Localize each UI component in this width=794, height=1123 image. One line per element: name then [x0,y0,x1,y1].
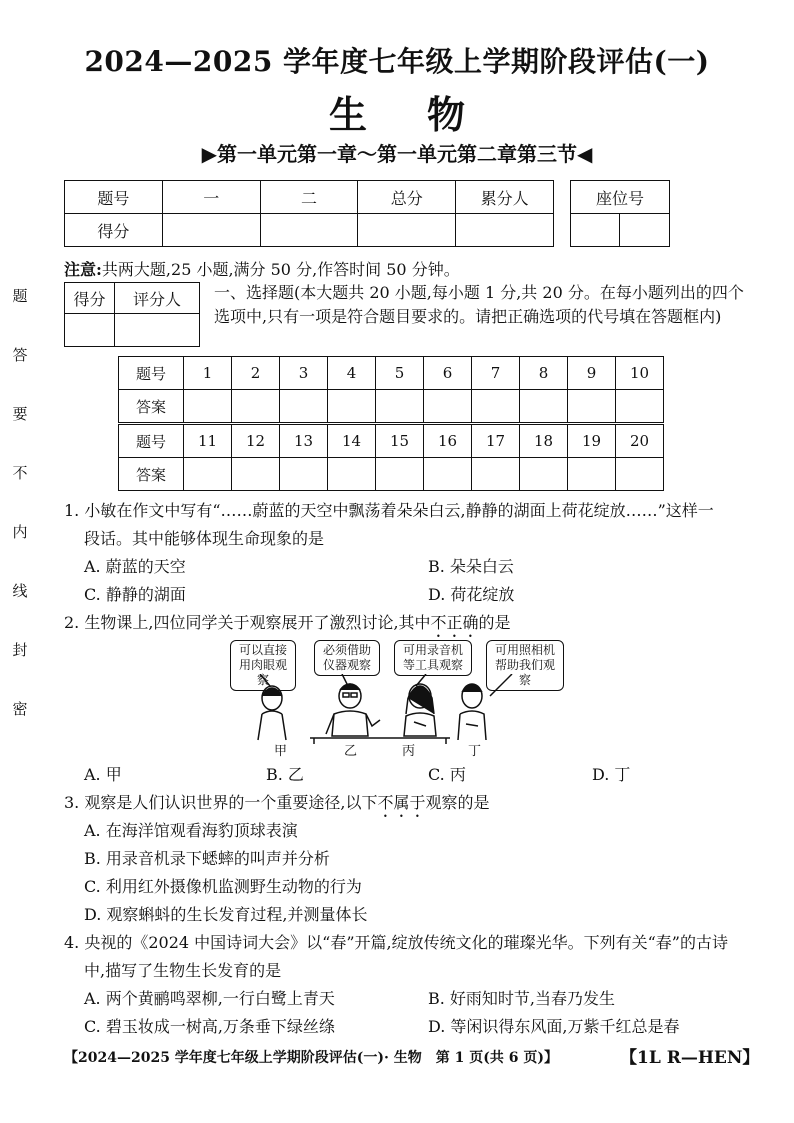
q1-option-b[interactable]: B. 朵朵白云 [428,557,514,576]
question-number: 1 [184,357,232,390]
score-header-cell: 二 [260,181,358,214]
answer-cell[interactable] [232,458,280,491]
score-cell[interactable] [162,214,260,247]
exam-title: 2024—2025 学年度七年级上学期阶段评估(一) [84,45,710,78]
q4-option-d[interactable]: D. 等闲识得东风面,万紫千红总是春 [428,1017,680,1036]
grader-label: 得分 [65,283,115,314]
student-label-jia: 甲 [274,744,288,759]
q3-stem-text: 观察的是 [425,793,490,812]
question-number: 18 [520,424,568,458]
answer-cell[interactable] [520,458,568,491]
question-number: 3 [280,357,328,390]
question-number: 14 [328,424,376,458]
score-table [64,180,554,247]
margin-char: 不 [12,464,28,482]
q3-option-b[interactable]: B. 用录音机录下蟋蟀的叫声并分析 [84,849,330,868]
answer-row-label: 题号 [119,357,184,390]
answer-cell[interactable] [328,390,376,424]
question-number: 16 [424,424,472,458]
margin-char: 题 [12,287,28,305]
question-number: 11 [184,424,232,458]
subject-title: 生物 [328,92,525,137]
students-drawing [230,674,570,744]
question-number: 12 [232,424,280,458]
note-label: 注意: [64,260,102,279]
question-number: 10 [616,357,664,390]
question-number: 9 [568,357,616,390]
q4-option-b[interactable]: B. 好雨知时节,当春乃发生 [428,989,616,1008]
score-header-cell: 总分 [358,181,456,214]
paper-code: 【1L R—HEN】 [620,1048,760,1068]
speech-bubble-bing: 可用录音机等工具观察 [394,640,472,676]
q1-option-d[interactable]: D. 荷花绽放 [428,585,515,604]
seat-label: 座位号 [571,181,670,214]
q3-stem [64,790,489,821]
q1-option-c[interactable]: C. 静静的湖面 [84,585,186,604]
score-row-label: 得分 [65,214,163,247]
q2-illustration [230,640,570,758]
q4-option-a[interactable]: A. 两个黄鹂鸣翠柳,一行白鹭上青天 [84,989,335,1008]
question-number: 20 [616,424,664,458]
student-label-ding: 丁 [468,744,482,759]
answer-cell[interactable] [616,390,664,424]
margin-char: 密 [12,700,28,718]
score-header-cell: 一 [162,181,260,214]
answer-cell[interactable] [184,390,232,424]
q4-option-c[interactable]: C. 碧玉妆成一树高,万条垂下绿丝绦 [84,1017,335,1036]
q2-option-d[interactable]: D. 丁 [592,765,631,784]
answer-cell[interactable] [520,390,568,424]
margin-char: 答 [12,346,28,364]
q3-emphasis: 不属于 [377,793,426,812]
speech-bubble-ding: 可用照相机帮助我们观察 [486,640,564,691]
speech-bubble-jia: 可以直接用肉眼观察 [230,640,296,691]
answer-cell[interactable] [280,458,328,491]
q1-stem-line2: 段话。其中能够体现生命现象的是 [84,529,325,548]
seat-cell[interactable] [571,214,620,247]
seat-cell[interactable] [620,214,670,247]
answer-row-label: 答案 [119,458,184,491]
answer-cell[interactable] [328,458,376,491]
score-cell[interactable] [456,214,554,247]
q2-stem-text: 的是 [478,613,511,632]
score-header-cell: 累分人 [456,181,554,214]
q3-stem-text: 3. 观察是人们认识世界的一个重要途径,以下 [64,793,378,812]
exam-note [64,257,460,280]
q3-option-a[interactable]: A. 在海洋馆观看海豹顶球表演 [84,821,298,840]
speech-bubble-yi: 必须借助仪器观察 [314,640,380,676]
answer-row-label: 题号 [119,424,184,458]
page-footer: 【2024—2025 学年度七年级上学期阶段评估(一)· 生物 第 1 页(共 6 页)】 [64,1050,559,1066]
q3-option-c[interactable]: C. 利用红外摄像机监测野生动物的行为 [84,877,362,896]
score-header-cell: 题号 [65,181,163,214]
q2-option-b[interactable]: B. 乙 [266,765,304,784]
grader-cell[interactable] [115,314,200,347]
question-number: 19 [568,424,616,458]
grader-table [64,282,200,347]
question-number: 4 [328,357,376,390]
question-number: 7 [472,357,520,390]
question-number: 5 [376,357,424,390]
question-number: 8 [520,357,568,390]
q2-stem-text: 2. 生物课上,四位同学关于观察展开了激烈讨论,其中 [64,613,431,632]
margin-char: 封 [12,641,28,659]
answer-cell[interactable] [472,458,520,491]
q3-option-d[interactable]: D. 观察蝌蚪的生长发育过程,并测量体长 [84,905,368,924]
answer-cell[interactable] [280,390,328,424]
unit-range: ▶第一单元第一章～第一单元第二章第三节◀ [201,142,593,166]
margin-char: 要 [12,405,28,423]
q2-emphasis: 不正确 [430,613,479,632]
q4-stem-line2: 中,描写了生物生长发育的是 [84,961,282,980]
question-number: 13 [280,424,328,458]
binding-margin-text [12,285,28,757]
grader-cell[interactable] [65,314,115,347]
seat-table [570,180,670,247]
question-number: 6 [424,357,472,390]
answer-cell[interactable] [184,458,232,491]
answer-cell[interactable] [616,458,664,491]
q4-stem-line1: 4. 央视的《2024 中国诗词大会》以“春”开篇,绽放传统文化的璀璨光华。下列有关“春”的古诗 [64,933,728,952]
q2-option-a[interactable]: A. 甲 [84,765,122,784]
question-number: 15 [376,424,424,458]
margin-char: 内 [12,523,28,541]
answer-cell[interactable] [232,390,280,424]
answer-table [118,356,664,491]
q2-stem [64,610,511,641]
answer-cell[interactable] [568,390,616,424]
answer-cell[interactable] [376,458,424,491]
margin-char: 线 [12,582,28,600]
score-cell[interactable] [358,214,456,247]
note-text: 共两大题,25 小题,满分 50 分,作答时间 50 分钟。 [101,260,460,279]
student-label-bing: 丙 [402,744,416,759]
answer-cell[interactable] [376,390,424,424]
student-label-yi: 乙 [344,744,358,759]
section-heading: 一、选择题(本大题共 20 小题,每小题 1 分,共 20 分。在每小题列出的四个选项中,只有一项是符合题目要求的。请把正确选项的代号填在答题框内) [214,283,744,326]
question-number: 2 [232,357,280,390]
answer-cell[interactable] [424,458,472,491]
q1-option-a[interactable]: A. 蔚蓝的天空 [84,557,186,576]
q2-option-c[interactable]: C. 丙 [428,765,466,784]
grader-label: 评分人 [115,283,200,314]
q1-stem-line1: 1. 小敏在作文中写有“……蔚蓝的天空中飘荡着朵朵白云,静静的湖面上荷花绽放……”这样一 [64,501,714,520]
question-number: 17 [472,424,520,458]
answer-cell[interactable] [424,390,472,424]
score-cell[interactable] [260,214,358,247]
answer-cell[interactable] [568,458,616,491]
answer-cell[interactable] [472,390,520,424]
answer-row-label: 答案 [119,390,184,424]
